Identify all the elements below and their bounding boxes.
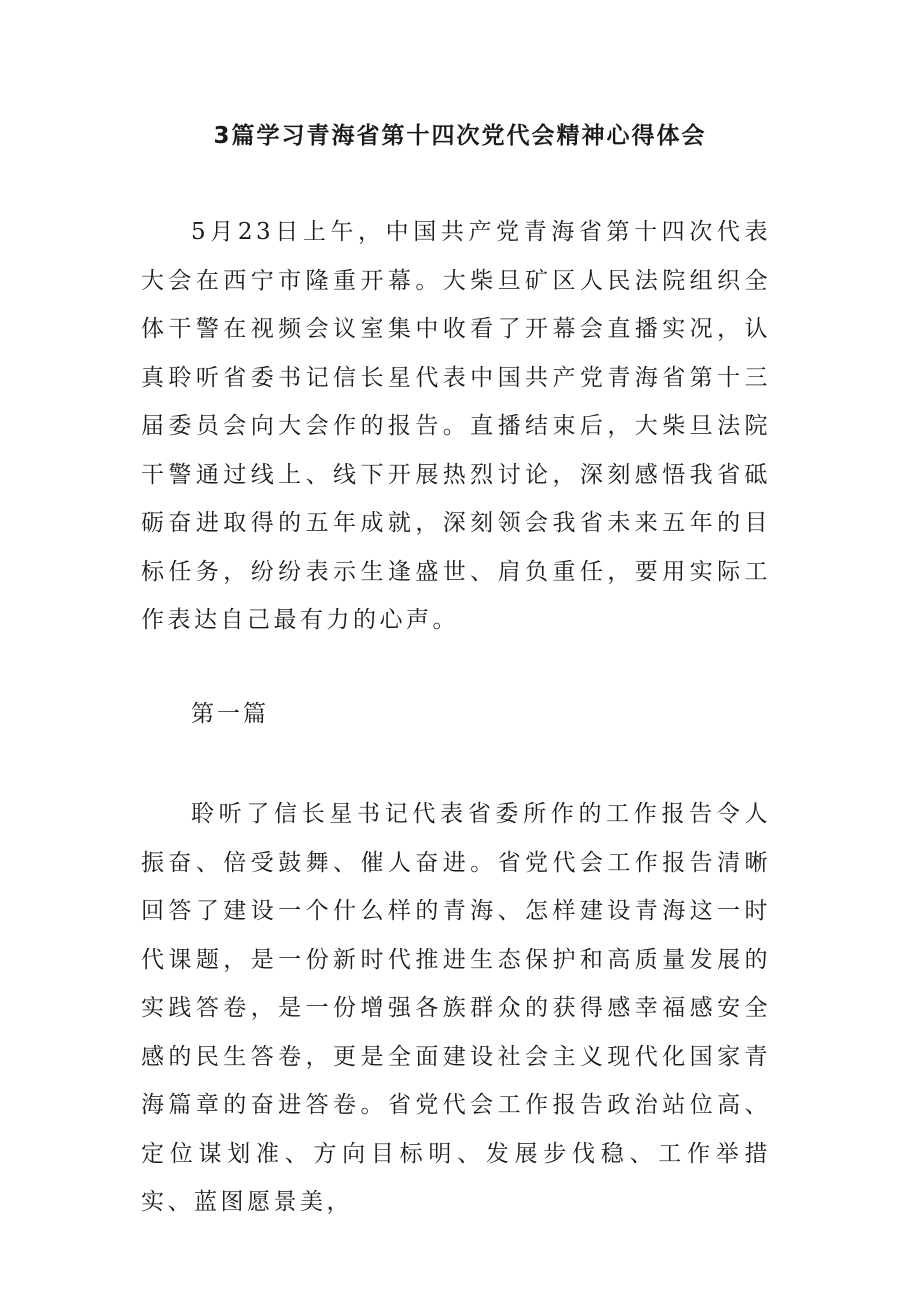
- section-body-paragraph: 聆听了信长星书记代表省委所作的工作报告令人振奋、倍受鼓舞、催人奋进。省党代会工作报告清晰回答了建设一个什么样的青海、怎样建设青海这一时代课题，是一份新时代推进生态保护和高质量发展的实践答卷，是一份增强各族群众的获得感幸福感安全感的民生答卷，更是全面建设社会主义现代化国家青海篇章的奋进答卷。省党代会工作报告政治站位高、定位谋划准、方向目标明、发展步伐稳、工作举措实、蓝图愿景美，: [141, 801, 771, 1215]
- section-heading: 第一篇: [191, 701, 269, 727]
- document-title: 3篇学习青海省第十四次党代会精神心得体会: [213, 123, 707, 149]
- intro-paragraph: 5月23日上午，中国共产党青海省第十四次代表大会在西宁市隆重开幕。大柴旦矿区人民法院组织全体干警在视频会议室集中收看了开幕会直播实况，认真聆听省委书记信长星代表中国共产党青海省第十三届委员会向大会作的报告。直播结束后，大柴旦法院干警通过线上、线下开展热烈讨论，深刻感悟我省砥砺奋进取得的五年成就，深刻领会我省未来五年的目标任务，纷纷表示生逢盛世、肩负重任，要用实际工作表达自己最有力的心声。: [141, 219, 771, 633]
